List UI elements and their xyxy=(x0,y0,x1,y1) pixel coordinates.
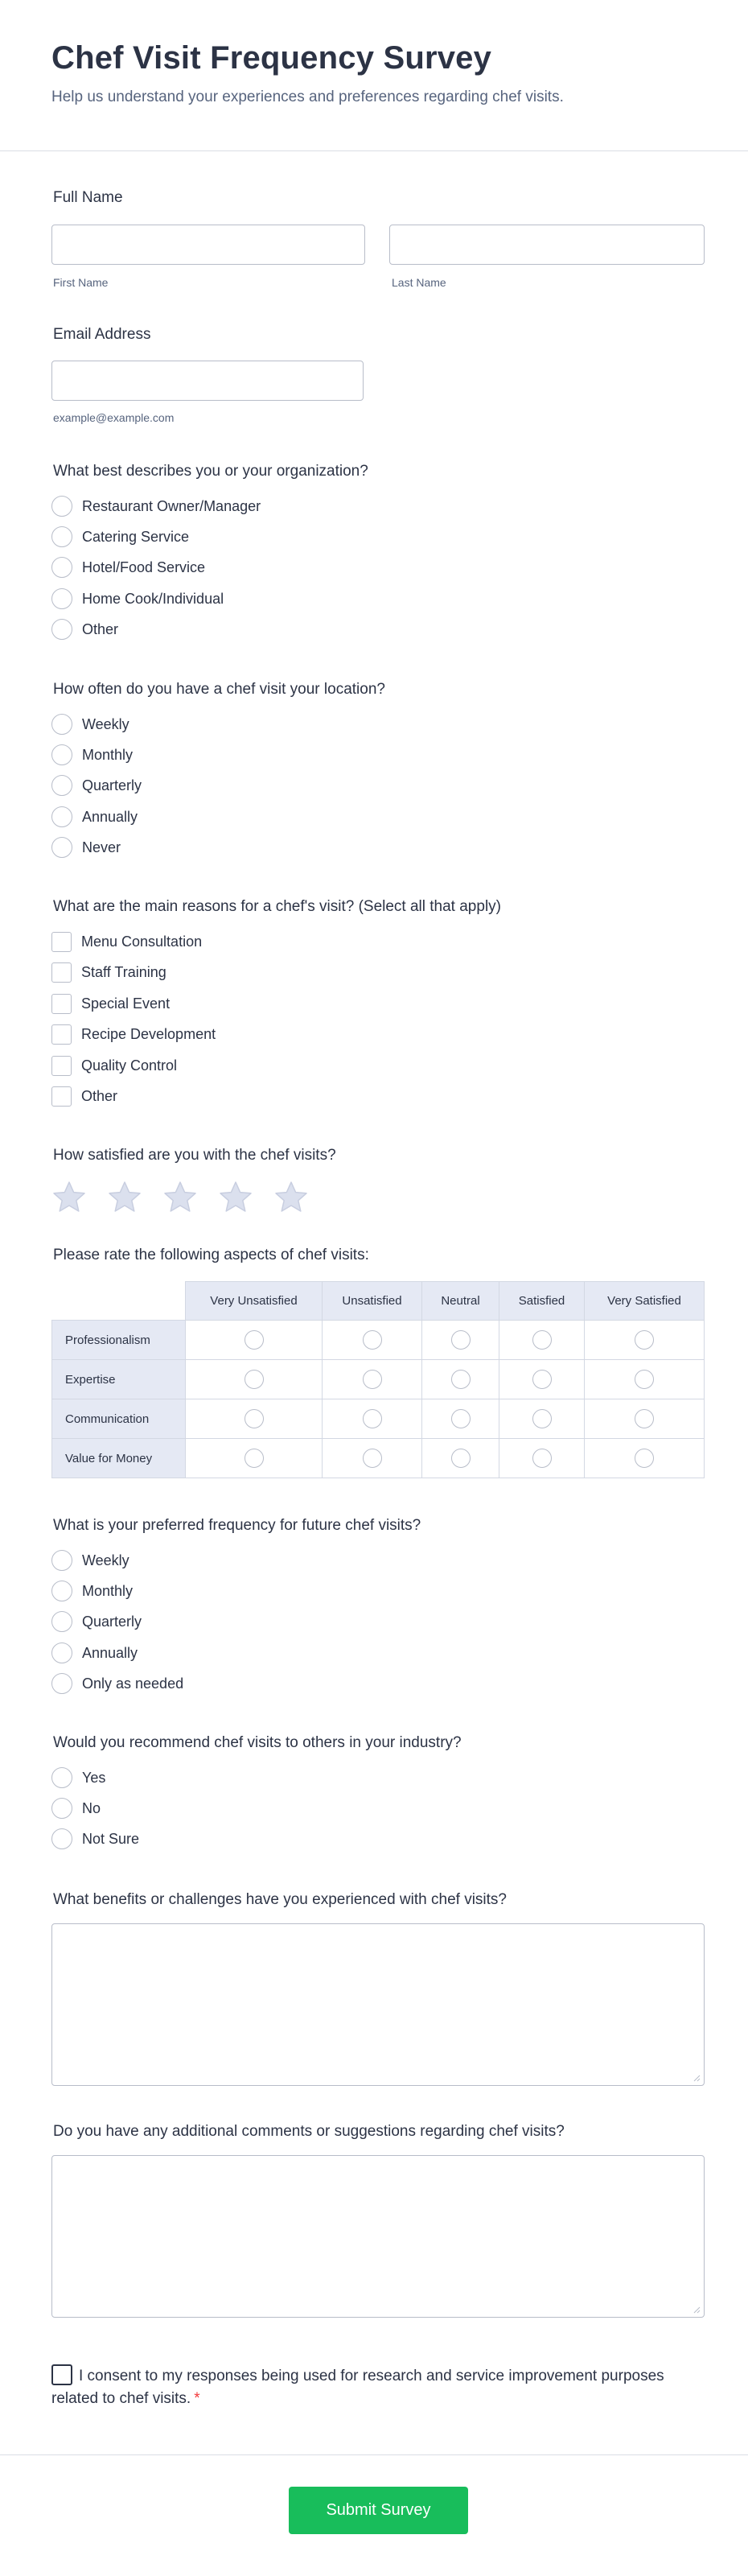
radio-button[interactable] xyxy=(51,1611,72,1632)
option-label: Yes xyxy=(82,1769,106,1786)
frequency-option-annually[interactable] xyxy=(51,806,138,828)
option-label: Restaurant Owner/Manager xyxy=(82,497,261,514)
comments-question: Do you have any additional comments or suggestions regarding chef visits? xyxy=(53,2123,565,2140)
star-icon[interactable] xyxy=(51,1180,87,1215)
matrix-radio[interactable] xyxy=(451,1330,471,1350)
option-label: Weekly xyxy=(82,715,129,732)
matrix-radio[interactable] xyxy=(532,1370,552,1389)
radio-button[interactable] xyxy=(51,1581,72,1601)
matrix-radio[interactable] xyxy=(635,1449,654,1468)
matrix-column-header: Unsatisfied xyxy=(323,1282,422,1321)
matrix-row-label: Value for Money xyxy=(52,1439,186,1478)
option-label: Quarterly xyxy=(82,1613,142,1630)
radio-button[interactable] xyxy=(51,1550,72,1571)
option-label: Quality Control xyxy=(81,1057,178,1074)
resize-handle-icon[interactable] xyxy=(693,2074,701,2082)
star-icon[interactable] xyxy=(273,1180,309,1215)
org-option-catering[interactable] xyxy=(51,526,189,548)
preferred-option-annually[interactable] xyxy=(51,1642,138,1664)
checkbox[interactable] xyxy=(51,962,72,983)
matrix-radio[interactable] xyxy=(635,1330,654,1350)
radio-button[interactable] xyxy=(51,744,72,765)
radio-button[interactable] xyxy=(51,1828,72,1849)
aspects-question: Please rate the following aspects of chef visits: xyxy=(53,1247,369,1263)
radio-button[interactable] xyxy=(51,1642,72,1663)
option-label: Recipe Development xyxy=(81,1025,216,1042)
option-label: Never xyxy=(82,839,121,855)
benefits-question: What benefits or challenges have you experienced with chef visits? xyxy=(53,1891,507,1908)
checkbox[interactable] xyxy=(51,1024,72,1045)
radio-button[interactable] xyxy=(51,806,72,827)
matrix-radio[interactable] xyxy=(363,1409,382,1428)
full-name-label: Full Name xyxy=(53,189,123,206)
frequency-option-weekly[interactable] xyxy=(51,713,129,736)
comments-textarea[interactable] xyxy=(51,2155,705,2318)
org-option-other[interactable] xyxy=(51,618,118,641)
matrix-radio[interactable] xyxy=(245,1409,264,1428)
radio-button[interactable] xyxy=(51,1798,72,1819)
option-label: Not Sure xyxy=(82,1830,140,1847)
footer-divider xyxy=(0,2454,748,2455)
matrix-radio[interactable] xyxy=(532,1330,552,1350)
preferred-option-monthly[interactable] xyxy=(51,1580,133,1602)
matrix-radio[interactable] xyxy=(245,1449,264,1468)
radio-button[interactable] xyxy=(51,526,72,547)
preferred-option-weekly[interactable] xyxy=(51,1549,129,1572)
matrix-radio[interactable] xyxy=(635,1370,654,1389)
matrix-radio[interactable] xyxy=(451,1370,471,1389)
organization-question: What best describes you or your organization? xyxy=(53,463,368,480)
reason-option-recipe[interactable] xyxy=(51,1023,216,1045)
radio-button[interactable] xyxy=(51,619,72,640)
preferred-option-quarterly[interactable] xyxy=(51,1610,142,1633)
option-label: No xyxy=(82,1799,101,1816)
option-label: Hotel/Food Service xyxy=(82,558,206,575)
consent-field xyxy=(51,2364,679,2410)
option-label: Monthly xyxy=(82,746,134,763)
org-option-restaurant[interactable] xyxy=(51,495,261,517)
required-marker: * xyxy=(194,2390,200,2407)
option-label: Weekly xyxy=(82,1552,129,1568)
radio-button[interactable] xyxy=(51,1767,72,1788)
checkbox[interactable] xyxy=(51,1086,72,1107)
matrix-corner xyxy=(52,1282,186,1321)
radio-button[interactable] xyxy=(51,557,72,578)
option-label: Menu Consultation xyxy=(81,933,203,950)
option-label: Annually xyxy=(82,1644,138,1661)
matrix-radio[interactable] xyxy=(451,1449,471,1468)
matrix-radio[interactable] xyxy=(363,1370,382,1389)
option-label: Staff Training xyxy=(81,963,166,980)
frequency-option-never[interactable] xyxy=(51,836,121,859)
org-option-hotel[interactable] xyxy=(51,556,205,579)
email-label: Email Address xyxy=(53,326,151,343)
matrix-row-label: Communication xyxy=(52,1399,186,1439)
matrix-radio[interactable] xyxy=(245,1330,264,1350)
matrix-row-communication xyxy=(52,1399,705,1439)
last-name-input[interactable] xyxy=(389,225,705,265)
matrix-radio[interactable] xyxy=(245,1370,264,1389)
radio-button[interactable] xyxy=(51,496,72,517)
form-header xyxy=(0,0,748,151)
rating-matrix xyxy=(51,1281,705,1478)
option-label: Quarterly xyxy=(82,777,142,793)
frequency-option-quarterly[interactable] xyxy=(51,774,142,797)
radio-button[interactable] xyxy=(51,1673,72,1694)
recommend-option-not-sure[interactable] xyxy=(51,1828,139,1850)
matrix-column-header: Very Satisfied xyxy=(585,1282,705,1321)
matrix-radio[interactable] xyxy=(635,1409,654,1428)
consent-text: I consent to my responses being used for research and service improvement purposes related to chef visits. xyxy=(51,2368,664,2407)
option-label: Other xyxy=(81,1087,118,1104)
email-input[interactable] xyxy=(51,361,364,401)
frequency-option-monthly[interactable] xyxy=(51,744,133,766)
radio-button[interactable] xyxy=(51,775,72,796)
preferred-option-as-needed[interactable] xyxy=(51,1672,183,1695)
star-rating[interactable] xyxy=(51,1180,329,1215)
reason-option-quality[interactable] xyxy=(51,1054,177,1077)
page-title: Chef Visit Frequency Survey xyxy=(51,40,492,76)
matrix-row-label: Professionalism xyxy=(52,1321,186,1360)
visit-reasons-question: What are the main reasons for a chef's visit? (Select all that apply) xyxy=(53,898,501,915)
matrix-radio[interactable] xyxy=(532,1409,552,1428)
matrix-radio[interactable] xyxy=(532,1449,552,1468)
matrix-row-label: Expertise xyxy=(52,1360,186,1399)
matrix-radio[interactable] xyxy=(363,1330,382,1350)
recommend-question: Would you recommend chef visits to others in your industry? xyxy=(53,1734,462,1751)
option-label: Monthly xyxy=(82,1582,134,1599)
reason-option-training[interactable] xyxy=(51,961,166,983)
benefits-textarea[interactable] xyxy=(51,1923,705,2086)
checkbox[interactable] xyxy=(51,932,72,952)
recommend-option-yes[interactable] xyxy=(51,1766,105,1789)
last-name-sublabel: Last Name xyxy=(392,276,446,289)
recommend-option-no[interactable] xyxy=(51,1797,101,1820)
org-option-home-cook[interactable] xyxy=(51,587,224,610)
matrix-column-header: Satisfied xyxy=(499,1282,585,1321)
option-label: Home Cook/Individual xyxy=(82,590,224,607)
option-label: Other xyxy=(82,620,119,637)
star-icon[interactable] xyxy=(218,1180,253,1215)
radio-button[interactable] xyxy=(51,837,72,858)
matrix-header-row xyxy=(52,1282,705,1321)
star-icon[interactable] xyxy=(162,1180,198,1215)
matrix-column-header: Neutral xyxy=(422,1282,499,1321)
preferred-frequency-question: What is your preferred frequency for future chef visits? xyxy=(53,1517,421,1534)
option-label: Only as needed xyxy=(82,1675,184,1692)
page-subtitle: Help us understand your experiences and preferences regarding chef visits. xyxy=(51,89,564,105)
matrix-radio[interactable] xyxy=(363,1449,382,1468)
first-name-input[interactable] xyxy=(51,225,365,265)
submit-button[interactable]: Submit Survey xyxy=(289,2487,468,2534)
checkbox[interactable] xyxy=(51,1056,72,1076)
option-label: Catering Service xyxy=(82,528,190,545)
matrix-row-expertise xyxy=(52,1360,705,1399)
radio-button[interactable] xyxy=(51,588,72,609)
visit-frequency-question: How often do you have a chef visit your location? xyxy=(53,681,385,698)
consent-checkbox[interactable] xyxy=(51,2364,72,2385)
reason-option-event[interactable] xyxy=(51,992,170,1015)
first-name-sublabel: First Name xyxy=(53,276,109,289)
matrix-radio[interactable] xyxy=(451,1409,471,1428)
reason-option-menu[interactable] xyxy=(51,930,202,953)
satisfaction-question: How satisfied are you with the chef visits? xyxy=(53,1147,336,1164)
checkbox[interactable] xyxy=(51,994,72,1014)
matrix-row-value xyxy=(52,1439,705,1478)
resize-handle-icon[interactable] xyxy=(693,2306,701,2314)
radio-button[interactable] xyxy=(51,714,72,735)
email-sublabel: example@example.com xyxy=(53,411,175,424)
matrix-row-professionalism xyxy=(52,1321,705,1360)
matrix-column-header: Very Unsatisfied xyxy=(186,1282,323,1321)
star-icon[interactable] xyxy=(107,1180,142,1215)
option-label: Special Event xyxy=(81,995,171,1012)
reason-option-other[interactable] xyxy=(51,1085,117,1107)
option-label: Annually xyxy=(82,808,138,825)
